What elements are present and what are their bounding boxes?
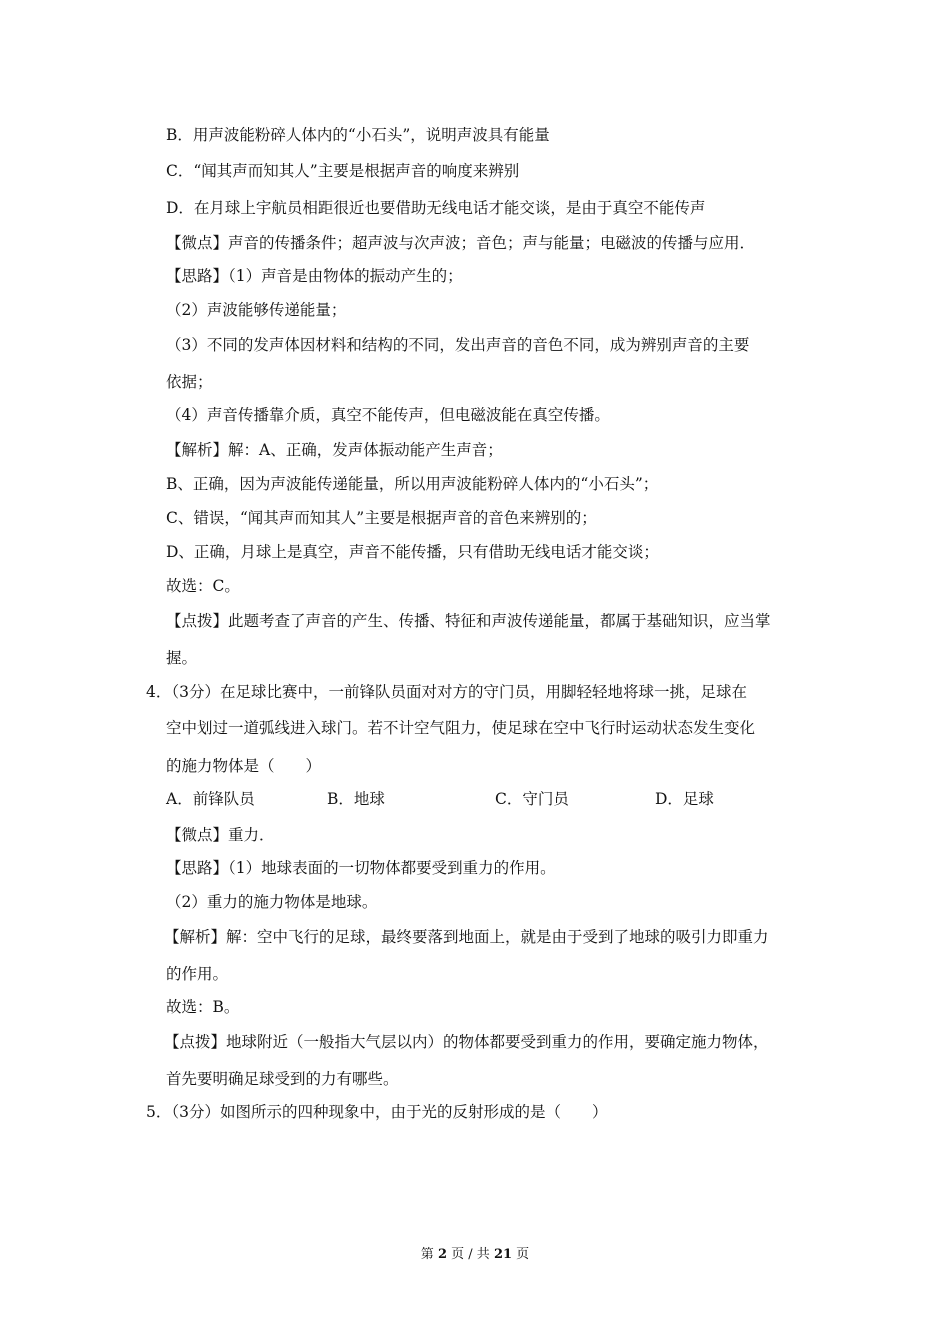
q3-jiexi-a: 【解析】解：A、正确，发声体振动能产生声音； xyxy=(166,441,503,459)
q3-jiexi-d: D、正确，月球上是真空，声音不能传播，只有借助无线电话才能交谈； xyxy=(166,543,659,561)
q4-option-d: D．足球 xyxy=(655,790,714,808)
q4-option-c: C．守门员 xyxy=(495,790,569,808)
q3-dianbo-1: 【点拨】此题考查了声音的产生、传播、特征和声波传递能量，都属于基础知识，应当掌 xyxy=(166,612,771,630)
q3-option-b: B．用声波能粉碎人体内的“小石头”，说明声波具有能量 xyxy=(166,126,550,144)
q4-stem-1: 4．（3分）在足球比赛中，一前锋队员面对对方的守门员，用脚轻轻地将球一挑，足球在 xyxy=(146,683,747,701)
q3-silu-1: 【思路】（1）声音是由物体的振动产生的； xyxy=(166,267,463,285)
q3-silu-2: （2）声波能够传递能量； xyxy=(166,301,347,319)
q3-silu-3b: 依据； xyxy=(166,373,213,391)
q3-silu-4: （4）声音传播靠介质，真空不能传声，但电磁波能在真空传播。 xyxy=(166,406,610,424)
q3-silu-3a: （3）不同的发声体因材料和结构的不同，发出声音的音色不同，成为辨别声音的主要 xyxy=(166,336,750,354)
q4-silu-2: （2）重力的施力物体是地球。 xyxy=(166,893,378,911)
q4-jiexi-2: 的作用。 xyxy=(166,965,229,983)
q4-option-a: A．前锋队员 xyxy=(166,790,255,808)
q4-answer: 故选：B。 xyxy=(166,998,240,1016)
q4-dianbo-1: 【点拨】地球附近（一般指大气层以内）的物体都要受到重力的作用，要确定施力物体， xyxy=(164,1033,769,1051)
footer-suffix: 页 xyxy=(516,1247,530,1262)
q3-weidian: 【微点】声音的传播条件；超声波与次声波；音色；声与能量；电磁波的传播与应用． xyxy=(166,234,756,252)
footer-middle: 页 / 共 xyxy=(451,1247,490,1262)
q4-dianbo-2: 首先要明确足球受到的力有哪些。 xyxy=(166,1070,399,1088)
q3-answer: 故选：C。 xyxy=(166,577,240,595)
q3-option-d: D．在月球上宇航员相距很近也要借助无线电话才能交谈，是由于真空不能传声 xyxy=(166,199,706,217)
q3-dianbo-2: 握。 xyxy=(166,649,198,667)
q4-stem-3: 的施力物体是（ ） xyxy=(166,757,322,775)
footer-page-number: 2 xyxy=(437,1247,447,1262)
q4-stem-2: 空中划过一道弧线进入球门。若不计空气阻力，使足球在空中飞行时运动状态发生变化 xyxy=(166,719,756,737)
page-footer xyxy=(0,1246,950,1264)
footer-total-pages: 21 xyxy=(493,1247,513,1262)
q4-silu-1: 【思路】（1）地球表面的一切物体都要受到重力的作用。 xyxy=(166,859,556,877)
q3-jiexi-b: B、正确，因为声波能传递能量，所以用声波能粉碎人体内的“小石头”； xyxy=(166,475,659,493)
q4-jiexi-1: 【解析】解：空中飞行的足球，最终要落到地面上，就是由于受到了地球的吸引力即重力 xyxy=(164,928,769,946)
q4-option-b: B．地球 xyxy=(327,790,385,808)
q4-weidian: 【微点】重力． xyxy=(166,826,275,844)
q3-jiexi-c: C、错误，“闻其声而知其人”主要是根据声音的音色来辨别的； xyxy=(166,509,597,527)
q3-option-c: C．“闻其声而知其人”主要是根据声音的响度来辨别 xyxy=(166,162,520,180)
q5-stem: 5．（3分）如图所示的四种现象中，由于光的反射形成的是（ ） xyxy=(146,1103,608,1121)
footer-prefix: 第 xyxy=(420,1247,434,1262)
